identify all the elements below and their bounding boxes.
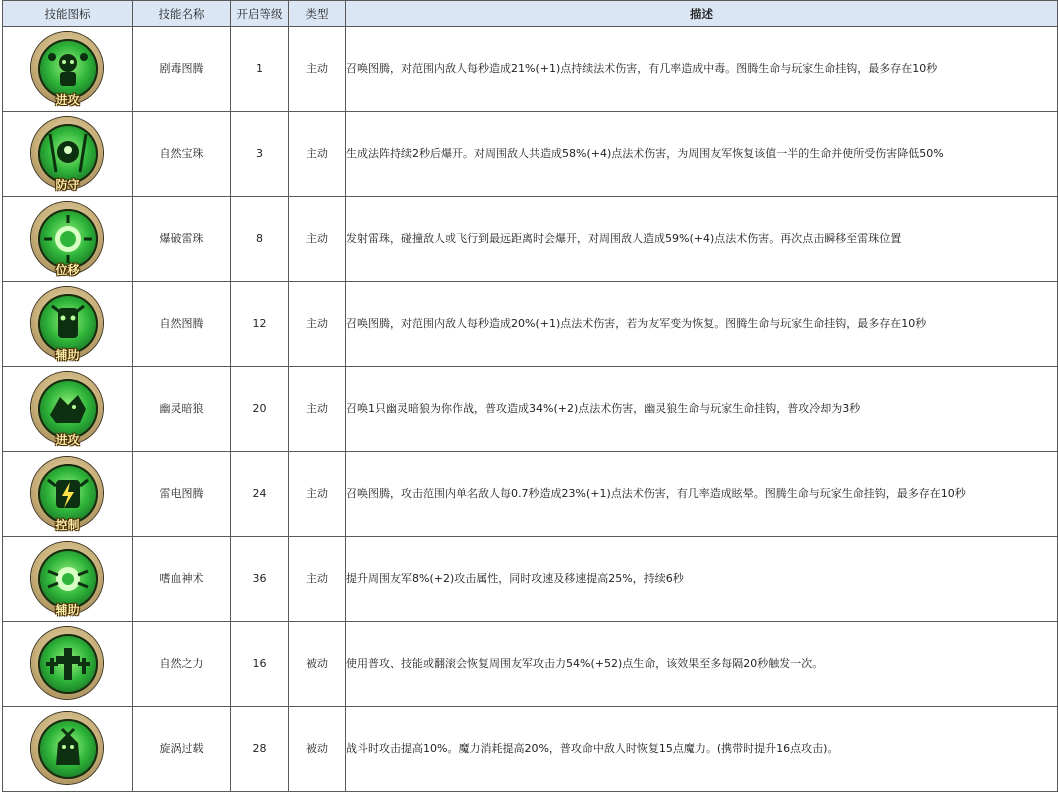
skill-name: 自然之力	[133, 622, 231, 707]
skill-description: 生成法阵持续2秒后爆开。对周围敌人共造成58%(+4)点法术伤害，为周围友军恢复该值一半的生命并使所受伤害降低50%	[346, 112, 1058, 197]
skill-icon-cell	[3, 27, 133, 112]
skill-level: 28	[231, 707, 289, 792]
skill-name: 自然图腾	[133, 282, 231, 367]
skill-name: 自然宝珠	[133, 112, 231, 197]
toxic-totem-icon	[29, 30, 107, 108]
lightning-totem-icon	[29, 455, 107, 533]
skill-level: 36	[231, 537, 289, 622]
skill-icon-cell	[3, 197, 133, 282]
skill-row	[3, 282, 1058, 367]
bloodlust-icon	[29, 540, 107, 618]
skill-category-badge: 进攻	[55, 433, 80, 447]
skill-level: 1	[231, 27, 289, 112]
skill-description: 发射雷珠，碰撞敌人或飞行到最远距离时会爆开，对周围敌人造成59%(+4)点法术伤害。再次点击瞬移至雷珠位置	[346, 197, 1058, 282]
skill-row	[3, 367, 1058, 452]
header-row	[3, 1, 1058, 27]
skill-description: 召唤图腾，对范围内敌人每秒造成20%(+1)点法术伤害，若为友军变为恢复。图腾生命与玩家生命挂钩，最多存在10秒	[346, 282, 1058, 367]
skill-name: 幽灵暗狼	[133, 367, 231, 452]
skill-description: 使用普攻、技能或翻滚会恢复周围友军攻击力54%(+52)点生命，该效果至多每隔20秒触发一次。	[346, 622, 1058, 707]
skill-type: 主动	[289, 282, 346, 367]
skill-level: 3	[231, 112, 289, 197]
skill-level: 12	[231, 282, 289, 367]
skill-icon-cell	[3, 622, 133, 707]
ghost-wolf-icon	[29, 370, 107, 448]
skill-row	[3, 622, 1058, 707]
header-type: 类型	[289, 1, 346, 27]
skill-icon-cell	[3, 707, 133, 792]
skill-name: 剧毒图腾	[133, 27, 231, 112]
skill-icon-cell	[3, 452, 133, 537]
skill-category-badge: 位移	[55, 263, 80, 277]
skill-name: 雷电图腾	[133, 452, 231, 537]
thunder-orb-icon	[29, 200, 107, 278]
skill-icon-cell	[3, 282, 133, 367]
skill-type: 主动	[289, 367, 346, 452]
skill-category-badge: 辅助	[55, 348, 80, 362]
skill-type: 主动	[289, 27, 346, 112]
nature-power-icon	[29, 625, 107, 703]
skill-level: 8	[231, 197, 289, 282]
skill-level: 16	[231, 622, 289, 707]
skill-row	[3, 112, 1058, 197]
skills-table	[2, 0, 1058, 792]
nature-orb-icon	[29, 115, 107, 193]
skill-type: 主动	[289, 197, 346, 282]
skill-row	[3, 197, 1058, 282]
header-description: 描述	[346, 1, 1058, 27]
skill-icon-cell	[3, 537, 133, 622]
skill-type: 主动	[289, 112, 346, 197]
skill-type: 被动	[289, 622, 346, 707]
skill-category-badge: 进攻	[55, 93, 80, 107]
skill-row	[3, 27, 1058, 112]
skill-icon-cell	[3, 112, 133, 197]
header-icon: 技能图标	[3, 1, 133, 27]
skill-level: 24	[231, 452, 289, 537]
skill-name: 嗜血神术	[133, 537, 231, 622]
skill-icon-cell	[3, 367, 133, 452]
skill-description: 提升周围友军8%(+2)攻击属性，同时攻速及移速提高25%，持续6秒	[346, 537, 1058, 622]
skill-category-badge: 防守	[55, 178, 80, 192]
skill-name: 爆破雷珠	[133, 197, 231, 282]
skill-row	[3, 707, 1058, 792]
vortex-overload-icon	[29, 710, 107, 788]
skill-type: 主动	[289, 537, 346, 622]
skill-name: 旋涡过载	[133, 707, 231, 792]
skill-type: 主动	[289, 452, 346, 537]
header-level: 开启等级	[231, 1, 289, 27]
skill-category-badge: 控制	[55, 518, 80, 532]
skill-row	[3, 537, 1058, 622]
header-name: 技能名称	[133, 1, 231, 27]
skill-description: 召唤图腾，攻击范围内单名敌人每0.7秒造成23%(+1)点法术伤害，有几率造成眩晕。图腾生命与玩家生命挂钩，最多存在10秒	[346, 452, 1058, 537]
skill-row	[3, 452, 1058, 537]
skill-level: 20	[231, 367, 289, 452]
skill-description: 召唤1只幽灵暗狼为你作战，普攻造成34%(+2)点法术伤害，幽灵狼生命与玩家生命挂钩，普攻冷却为3秒	[346, 367, 1058, 452]
skill-rows	[3, 27, 1058, 792]
skill-category-badge: 辅助	[55, 603, 80, 617]
skill-description: 召唤图腾，对范围内敌人每秒造成21%(+1)点持续法术伤害，有几率造成中毒。图腾生命与玩家生命挂钩，最多存在10秒	[346, 27, 1058, 112]
skill-description: 战斗时攻击提高10%。魔力消耗提高20%，普攻命中敌人时恢复15点魔力。(携带时提升16点攻击)。	[346, 707, 1058, 792]
nature-totem-icon	[29, 285, 107, 363]
skill-type: 被动	[289, 707, 346, 792]
